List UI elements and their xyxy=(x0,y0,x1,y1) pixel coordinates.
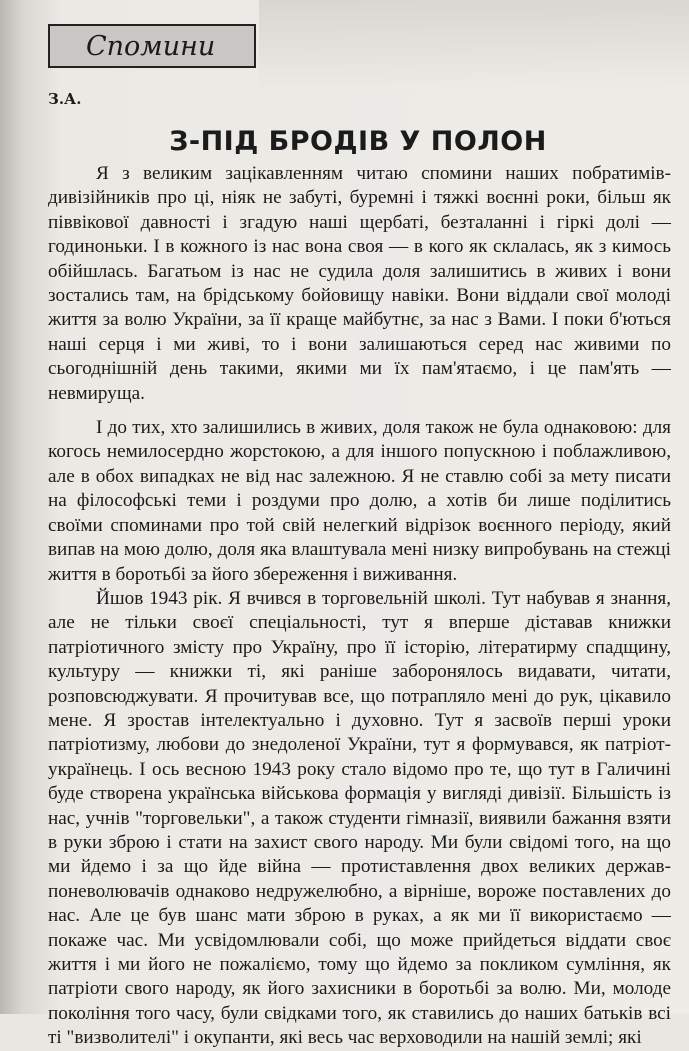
article-body xyxy=(48,162,671,1051)
author-initials: З.А. xyxy=(48,90,82,108)
article-title: З-ПІД БРОДІВ У ПОЛОН xyxy=(169,126,547,157)
section-header-box xyxy=(48,24,256,68)
paragraph-2: І до тих, хто залишились в живих, доля також не була однаковою: для когось немилосердно жорстокою, а для іншого попускною і поблажливою, але в обох випадках не від нас залежною. Я не ставлю собі за мету писати на філософські теми і роздуми про долю, а хотів би лише поділитись своїми споминами про той свій нелегкий відрізок воєнного періоду, який випав на мою долю, доля яка влаштувала мені низку випробувань на стежці життя в боротьбі за його збереження і виживання. xyxy=(48,417,671,585)
section-title: Спомини xyxy=(86,30,216,62)
paragraph-1: Я з великим зацікавленням читаю спомини наших побратимів-дивізійників про ці, ніяк не забуті, буремні і тяжкі воєнні роки, більш як піввікової давності і згадую наші щербаті, безталанні і гіркі долі — годиноньки. І в кожного із нас вона своя — в кого як склалась, як з кимось обійшлась. Багатьом із нас не судила доля залишитись в живих і вони зостались там, на брідському бойовищу навіки. Вони віддали свої молоді життя за волю України, за її краще майбутнє, за нас з Вами. І поки б'ються наші серця і ми живі, то і вони залишаються серед нас живими по сьогоднішній день такими, якими ми їх пам'ятаємо, і це пам'ять — невмируща. xyxy=(48,163,671,404)
paragraph-3: Йшов 1943 рік. Я вчився в торговельній школі. Тут набував я знання, але не тільки своєї спеціальності, тут я вперше діставав книжки патріотичного змісту про Україну, про її історію, літератирму спадщину, культуру — книжки ті, які раніше заборонялось видавати, читати, розповсюджувати. Я прочитував все, що потрапляло мені до рук, цікавило мене. Я зростав інтелектуально і духовно. Тут я засвоїв перші уроки патріотизму, любови до знедоленої України, тут я формувався, як патріот-українець. І ось весною 1943 року стало відомо про те, що тут в Галичині буде створена українська військова формація у вигляді дивізії. Більшість із нас, учнів "торговельки", а також студенти гімназії, виявили бажання взяти в руки зброю і стати на захист свого народу. Ми були свідомі того, на що ми йдемо і за що йде війна — протиставлення двох великих держав-поневолювачів однаково недружелюбно, а вірніше, вороже поставлених до нас. Але це був шанс мати зброю в руках, а як ми її використаємо — покаже час. Ми усвідомлювали собі, що може прийдеться віддати своє життя і ми його не пожаліємо, тому що йдемо за покликом сумління, як патріоти свого народу, як його захисники в боротьбі за волю. Ми, молоде покоління того часу, були свідками того, як ставились до наших батьків всі ті "визволителі" і окупанти, які весь час верховодили на нашій землі; які xyxy=(48,587,671,1049)
bleed-through-shadow xyxy=(259,0,689,90)
